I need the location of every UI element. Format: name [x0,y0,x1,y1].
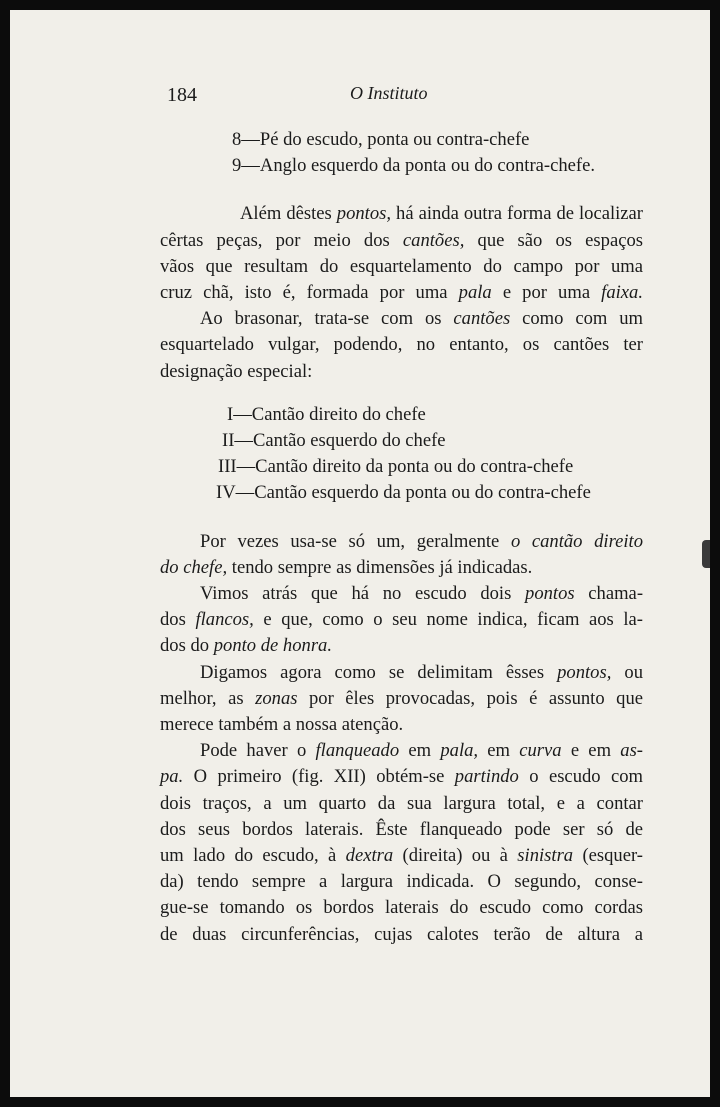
text-line: de duas circunferências, cujas calotes terão de altura a [160,923,643,945]
paragraph-por-vezes [160,529,643,581]
list-item: 9—Anglo esquerdo da ponta ou do contra-chefe. [232,155,595,177]
text-line: Vimos atrás que há no escudo dois pontos chama- [200,583,644,605]
text-line: dos flancos, e que, como o seu nome indica, ficam aos la- [160,609,643,631]
text-line: esquartelado vulgar, podendo, no entanto, os cantões ter [160,334,643,356]
list-item: IV—Cantão esquerdo da ponta ou do contra-chefe [216,482,591,504]
page-edge-mark [702,540,710,568]
paragraph-vimos [160,581,643,660]
text-line: Ao brasonar, trata-se com os cantões como com um [200,308,643,330]
text-line: pa. O primeiro (fig. XII) obtém-se partindo o escudo com [160,766,643,788]
text-line: Por vezes usa-se só um, geralmente o cantão direito [200,530,644,552]
text-line: cêrtas peças, por meio dos cantões, que são os espaços [160,229,643,251]
text-line: um lado do escudo, à dextra (direita) ou à sinistra (esquer- [160,845,643,867]
book-page [10,10,710,1097]
paragraph-flanqueado [160,738,643,948]
page-number: 184 [167,84,197,106]
text-line: cruz chã, isto é, formada por uma pala e por uma faixa. [160,282,643,304]
body-text [160,127,643,948]
list-item: II—Cantão esquerdo do chefe [222,430,446,452]
paragraph-brasonar [160,306,643,385]
text-line: merece também a nossa atenção. [160,714,404,736]
text-line: dois traços, a um quarto da sua largura total, e a contar [160,792,643,814]
text-line: dos seus bordos laterais. Êste flanqueado pode ser só de [160,818,643,840]
list-item: III—Cantão direito da ponta ou do contra-chefe [218,456,574,478]
text-line: Pode haver o flanqueado em pala, em curva e em as- [200,740,643,762]
text-line: melhor, as zonas por êles provocadas, pois é assunto que [160,687,644,709]
page-header [10,70,710,110]
list-pontos [160,127,643,179]
list-cantoes [160,402,643,507]
list-item: I—Cantão direito do chefe [227,403,426,425]
running-title: O Instituto [350,83,428,103]
list-item: 8—Pé do escudo, ponta ou contra-chefe [232,129,530,150]
text-line: dos do ponto de honra. [160,635,333,657]
text-line: Além dêstes pontos, há ainda outra forma de localizar [240,203,644,225]
text-line: do chefe, tendo sempre as dimensões já indicadas. [160,556,533,578]
text-line: da) tendo sempre a largura indicada. O segundo, conse- [160,871,643,893]
text-line: vãos que resultam do esquartelamento do campo por uma [160,255,643,277]
paragraph-digamos [160,660,643,739]
text-line: gue-se tomando os bordos laterais do escudo como cordas [160,897,643,919]
paragraph-cantoes-intro [160,201,643,306]
text-line: Digamos agora como se delimitam êsses pontos, ou [200,661,643,683]
text-line: designação especial: [160,360,313,382]
